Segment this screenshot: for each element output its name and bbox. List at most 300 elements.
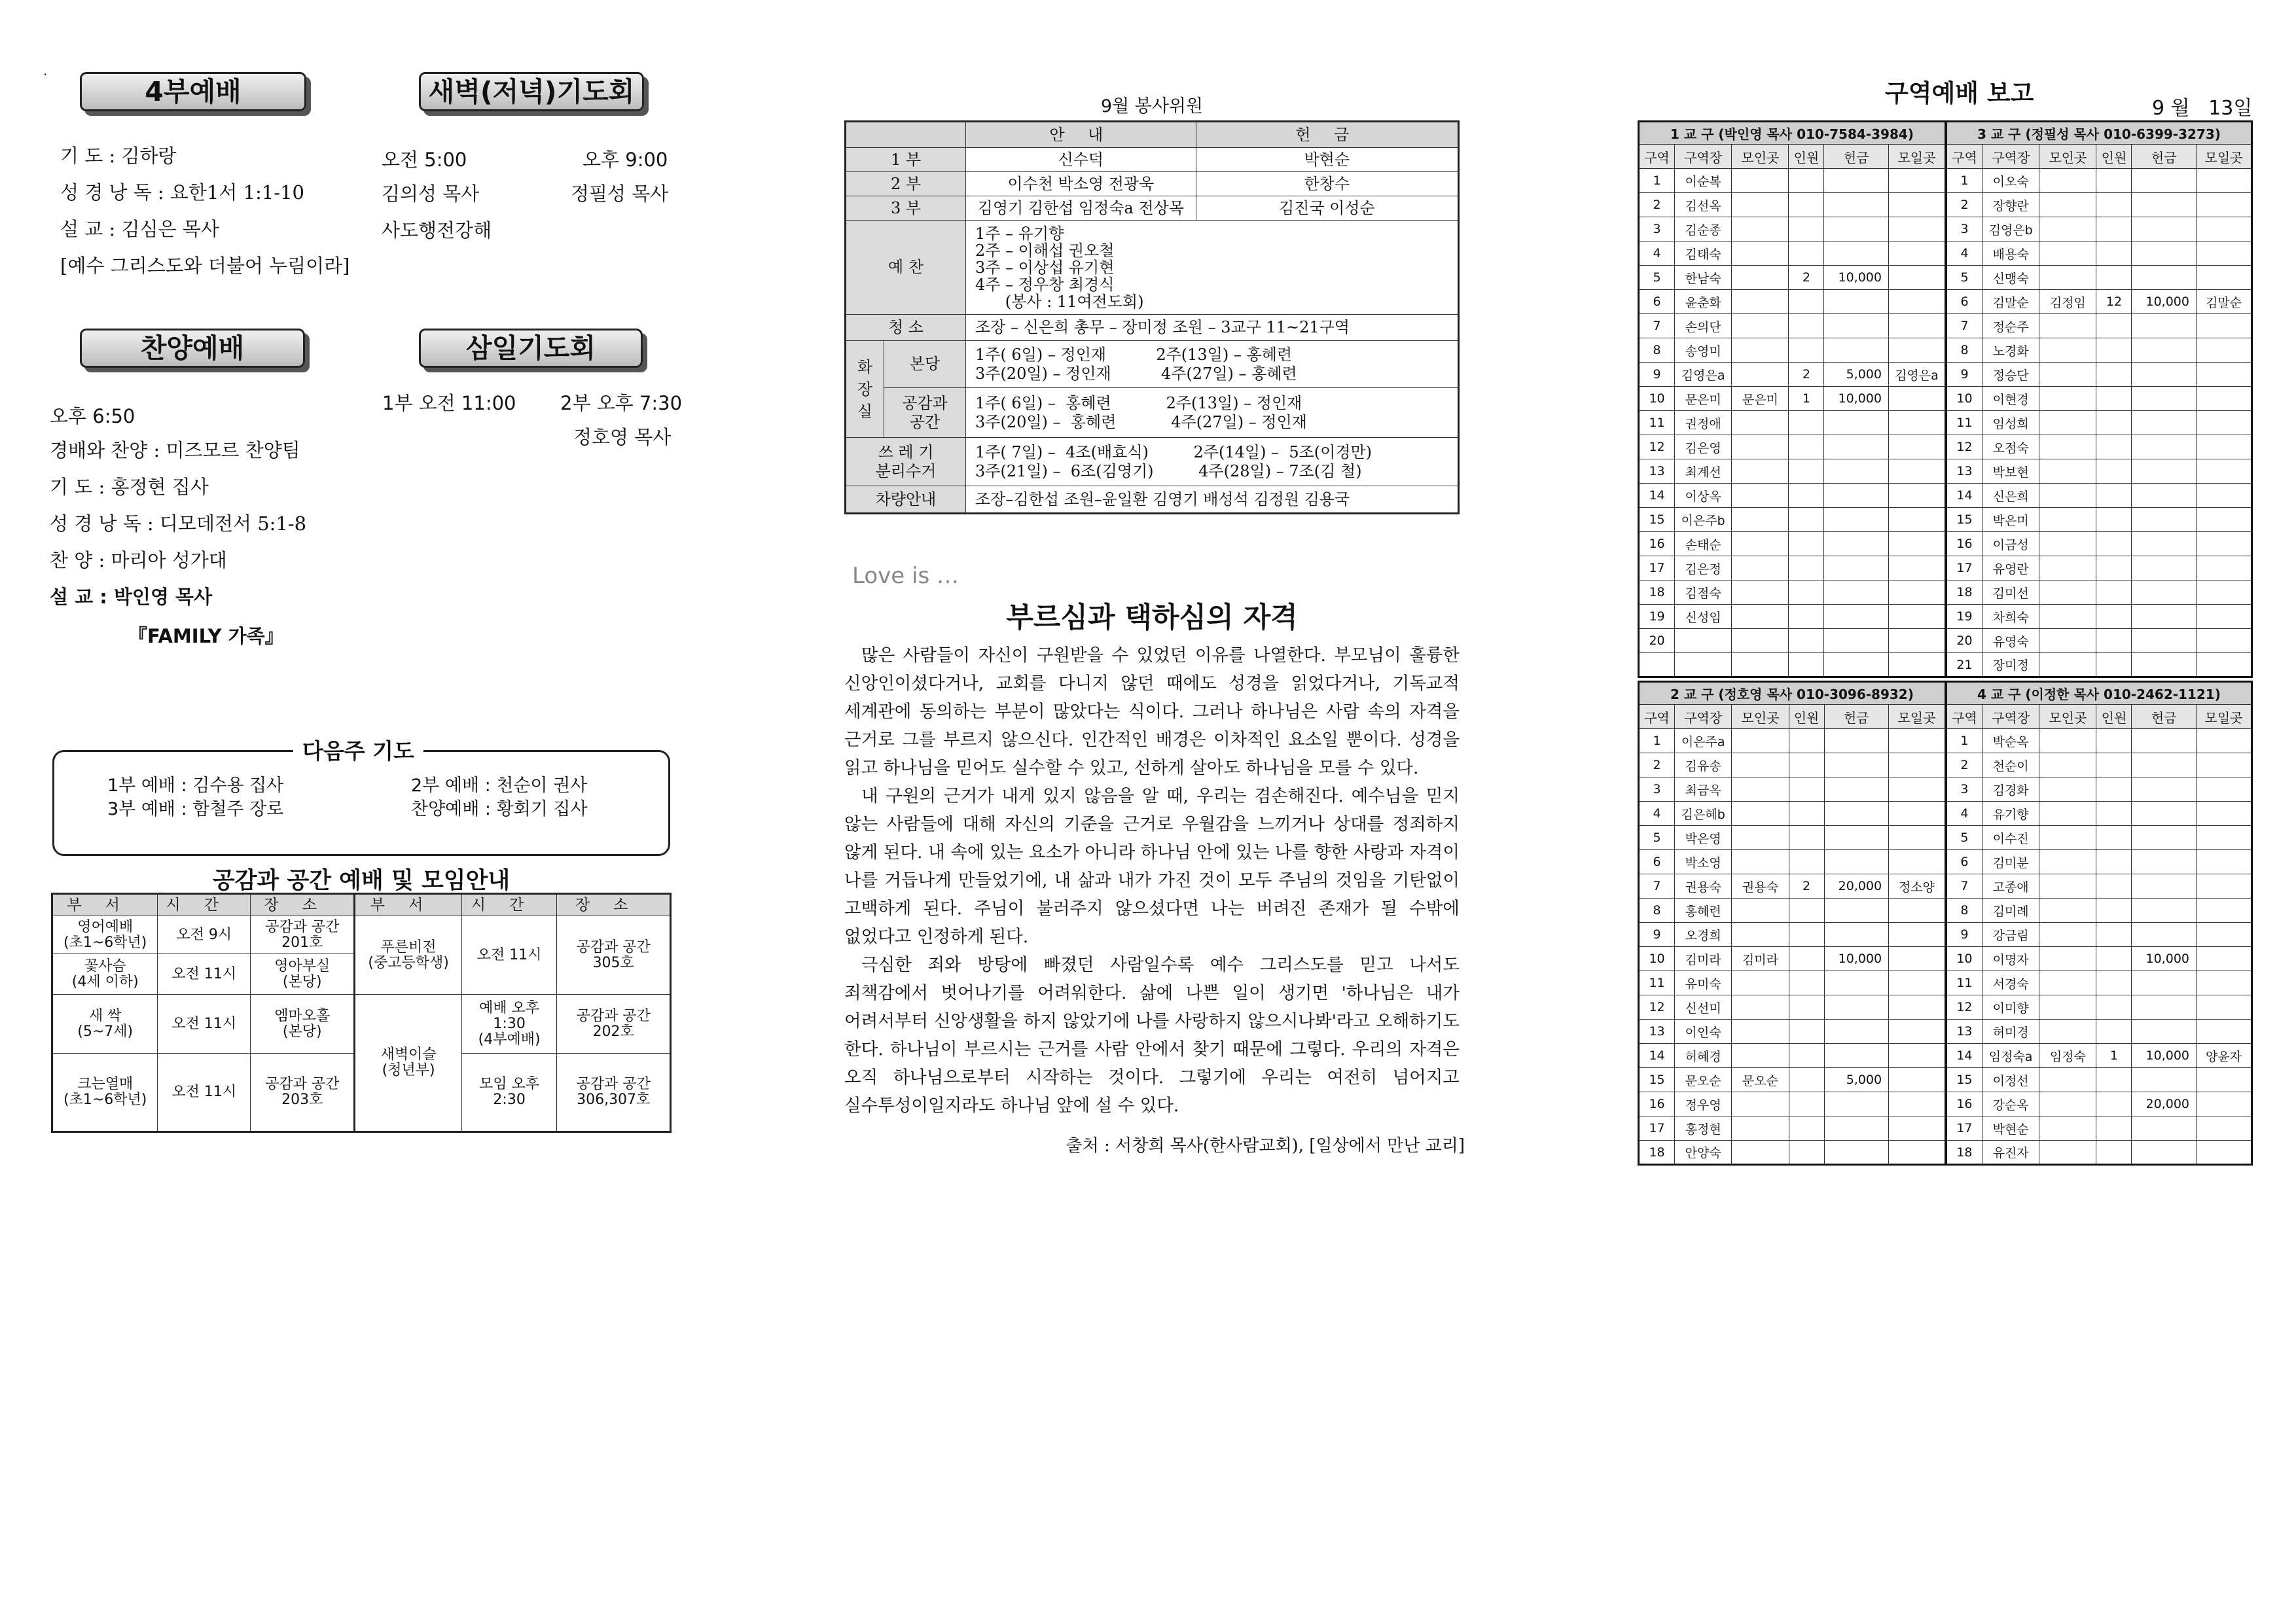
table-cell bbox=[1888, 484, 1945, 508]
table-cell bbox=[2196, 338, 2251, 363]
vol-label: 공감과 공간 bbox=[884, 388, 965, 438]
table-cell: 정순주 bbox=[1982, 314, 2039, 338]
table-cell bbox=[2132, 508, 2197, 532]
table-row bbox=[1639, 850, 2252, 874]
table-cell bbox=[2197, 777, 2252, 802]
table-cell bbox=[1889, 753, 1946, 777]
table-cell bbox=[2196, 217, 2251, 241]
table-cell bbox=[2197, 899, 2252, 923]
group-h-place: 장소 bbox=[250, 894, 354, 916]
group-table bbox=[51, 893, 672, 1133]
page-mark: . bbox=[43, 63, 48, 79]
table-cell bbox=[1732, 1044, 1789, 1068]
table-cell bbox=[1732, 338, 1789, 363]
table-cell bbox=[2096, 1068, 2132, 1092]
table-row bbox=[1639, 435, 2252, 459]
table-cell bbox=[1789, 826, 1824, 850]
vol-h-offering: 헌 금 bbox=[1196, 122, 1458, 148]
table-cell bbox=[2039, 338, 2096, 363]
table-cell bbox=[1889, 923, 1946, 947]
table-cell: 문은미 bbox=[1675, 387, 1732, 411]
table-cell bbox=[1789, 729, 1824, 753]
table-cell bbox=[1824, 411, 1889, 435]
table-cell bbox=[1789, 605, 1824, 629]
table-row bbox=[1639, 1092, 2252, 1116]
table-cell: 김점숙 bbox=[1675, 580, 1732, 605]
table-cell: 6 bbox=[1946, 290, 1982, 314]
table-cell bbox=[2096, 850, 2132, 874]
table-cell: 21 bbox=[1946, 653, 1982, 677]
table-cell: 김미라 bbox=[1732, 947, 1789, 971]
table-cell bbox=[2096, 629, 2132, 653]
group-cell: 오전 9시 bbox=[158, 916, 251, 954]
group-cell: 오전 11시 bbox=[158, 954, 251, 995]
col-header: 모인곳 bbox=[2039, 145, 2096, 169]
table-cell bbox=[1732, 459, 1789, 484]
table-cell bbox=[1889, 802, 1946, 826]
table-cell bbox=[2196, 556, 2251, 580]
table-cell bbox=[1824, 459, 1889, 484]
table-cell: 오경희 bbox=[1675, 923, 1732, 947]
table-cell bbox=[1789, 484, 1824, 508]
table-cell bbox=[2132, 217, 2197, 241]
article-title: 부르심과 택하심의 자격 bbox=[1006, 601, 1298, 634]
table-cell: 18 bbox=[1946, 1141, 1982, 1165]
table-cell bbox=[1732, 802, 1789, 826]
table-cell: 이은주a bbox=[1675, 729, 1732, 753]
volunteer-title: 9월 봉사위원 bbox=[1100, 96, 1204, 116]
table-cell: 박은미 bbox=[1982, 508, 2039, 532]
group-cell: 영아부실 (본당) bbox=[250, 954, 354, 995]
table-cell: 1 bbox=[1789, 387, 1824, 411]
table-cell bbox=[2039, 508, 2096, 532]
table-cell bbox=[1732, 217, 1789, 241]
table-row bbox=[1639, 1020, 2252, 1044]
table-cell bbox=[2039, 193, 2096, 217]
table-cell bbox=[2197, 995, 2252, 1020]
table-cell bbox=[1732, 532, 1789, 556]
table-cell bbox=[1824, 995, 1889, 1020]
table-cell: 신성임 bbox=[1675, 605, 1732, 629]
dawn-topic: 사도행전강해 bbox=[382, 219, 492, 241]
table-cell: 6 bbox=[1639, 290, 1675, 314]
district-2-title: 2 교 구 (정호영 목사 010-3096-8932) bbox=[1639, 682, 1946, 705]
table-row bbox=[1639, 777, 2252, 802]
table-cell bbox=[2132, 1020, 2197, 1044]
report-title: 구역예배 보고 bbox=[1885, 79, 2034, 107]
table-cell bbox=[2196, 459, 2251, 484]
table-cell: 신맹숙 bbox=[1982, 266, 2039, 290]
table-cell: 16 bbox=[1946, 532, 1982, 556]
table-cell bbox=[1789, 753, 1824, 777]
table-cell bbox=[2132, 459, 2197, 484]
col-header: 구역장 bbox=[1982, 705, 2039, 729]
section-title-praise: 찬양예배 bbox=[80, 329, 305, 368]
col-header: 모일곳 bbox=[2197, 705, 2252, 729]
table-cell: 천순이 bbox=[1982, 753, 2039, 777]
table-cell: 권용숙 bbox=[1732, 874, 1789, 899]
table-cell bbox=[1789, 556, 1824, 580]
vol-cell: 조장 – 신은희 총무 – 장미정 조원 – 3교구 11~21구역 bbox=[965, 315, 1458, 341]
table-cell bbox=[1889, 1044, 1946, 1068]
section-title-dawn: 새벽(저녁)기도회 bbox=[419, 72, 644, 111]
table-cell: 허혜경 bbox=[1675, 1044, 1732, 1068]
table-cell: 13 bbox=[1946, 459, 1982, 484]
table-cell bbox=[1889, 1020, 1946, 1044]
group-h-time2: 시간 bbox=[461, 894, 557, 916]
table-cell bbox=[1888, 169, 1945, 193]
table-cell: 허미경 bbox=[1982, 1020, 2039, 1044]
vol-cell: 김진국 이성순 bbox=[1196, 196, 1458, 221]
table-cell: 신선미 bbox=[1675, 995, 1732, 1020]
col-header: 구역장 bbox=[1675, 145, 1732, 169]
praise-time: 오후 6:50 bbox=[50, 405, 135, 427]
table-cell bbox=[2096, 459, 2132, 484]
table-cell bbox=[1789, 241, 1824, 266]
table-cell: 최계선 bbox=[1675, 459, 1732, 484]
table-cell bbox=[1675, 653, 1732, 677]
table-cell bbox=[2039, 1141, 2096, 1165]
table-cell bbox=[1889, 899, 1946, 923]
group-cell: 푸른비전 (중고등학생) bbox=[355, 916, 461, 995]
table-cell: 14 bbox=[1639, 1044, 1675, 1068]
table-cell: 2 bbox=[1789, 874, 1824, 899]
table-cell bbox=[1732, 753, 1789, 777]
table-cell bbox=[2196, 387, 2251, 411]
table-cell bbox=[2039, 826, 2096, 850]
table-cell bbox=[2132, 314, 2197, 338]
table-cell bbox=[1789, 1116, 1824, 1141]
table-cell bbox=[1732, 241, 1789, 266]
table-cell bbox=[1889, 1116, 1946, 1141]
table-cell bbox=[2039, 363, 2096, 387]
table-cell bbox=[2132, 826, 2197, 850]
table-cell bbox=[2039, 899, 2096, 923]
table-row bbox=[1639, 753, 2252, 777]
table-cell bbox=[1888, 459, 1945, 484]
dawn-leader-2: 정필성 목사 bbox=[571, 183, 669, 205]
table-cell bbox=[1888, 387, 1945, 411]
next-prayer-title: 다음주 기도 bbox=[293, 734, 423, 765]
table-cell bbox=[1824, 826, 1889, 850]
table-cell bbox=[1889, 947, 1946, 971]
table-cell bbox=[2096, 802, 2132, 826]
volunteer-table bbox=[844, 120, 1460, 514]
table-cell bbox=[1824, 556, 1889, 580]
table-cell: 이오숙 bbox=[1982, 169, 2039, 193]
table-row bbox=[1639, 802, 2252, 826]
table-row bbox=[1639, 947, 2252, 971]
district-table-bottom bbox=[1638, 681, 2253, 1166]
col-header: 인원 bbox=[1789, 145, 1824, 169]
table-cell: 20 bbox=[1639, 629, 1675, 653]
table-cell: 이수진 bbox=[1982, 826, 2039, 850]
table-cell: 7 bbox=[1639, 314, 1675, 338]
table-cell: 박은영 bbox=[1675, 826, 1732, 850]
table-cell bbox=[2096, 556, 2132, 580]
table-cell: 20,000 bbox=[1824, 874, 1889, 899]
table-cell bbox=[2096, 826, 2132, 850]
table-cell: 10 bbox=[1946, 947, 1982, 971]
table-row bbox=[1639, 193, 2252, 217]
group-cell: 오전 11시 bbox=[158, 995, 251, 1054]
table-cell: 김영은b bbox=[1982, 217, 2039, 241]
dawn-leader-1: 김의성 목사 bbox=[382, 183, 480, 205]
table-cell: 이미향 bbox=[1982, 995, 2039, 1020]
table-cell bbox=[1889, 1068, 1946, 1092]
vol-row-flower-main bbox=[846, 341, 1459, 388]
table-cell: 17 bbox=[1946, 1116, 1982, 1141]
table-row bbox=[1639, 290, 2252, 314]
table-cell bbox=[1732, 653, 1789, 677]
table-cell: 한남숙 bbox=[1675, 266, 1732, 290]
table-cell bbox=[1824, 435, 1889, 459]
table-cell bbox=[2197, 923, 2252, 947]
table-cell bbox=[2132, 266, 2197, 290]
table-cell bbox=[1889, 826, 1946, 850]
table-cell bbox=[1889, 729, 1946, 753]
table-cell bbox=[2132, 169, 2197, 193]
table-cell: 2 bbox=[1789, 266, 1824, 290]
table-cell bbox=[1888, 338, 1945, 363]
s4-line-reading: 성 경 낭 독 : 요한1서 1:1-10 bbox=[60, 181, 305, 204]
group-cell: 공감과 공간 305호 bbox=[557, 916, 671, 995]
table-cell: 15 bbox=[1639, 1068, 1675, 1092]
table-cell bbox=[2132, 729, 2197, 753]
col-header: 헌금 bbox=[2132, 705, 2197, 729]
table-cell: 손태순 bbox=[1675, 532, 1732, 556]
col-header: 헌금 bbox=[2132, 145, 2197, 169]
table-cell bbox=[2039, 1092, 2096, 1116]
table-cell bbox=[1888, 193, 1945, 217]
table-cell bbox=[1732, 923, 1789, 947]
table-cell bbox=[2039, 266, 2096, 290]
article-paragraph: 내 구원의 근거가 내게 있지 않음을 알 때, 우리는 겸손해진다. 예수님을 믿지 않는 사람들에 대해 자신의 기준을 근거로 우월감을 느끼거나 상대를 정죄하지 않게 된다. 내 속에 있는 요소가 아니라 하나님 안에 있는 나를 향한 사랑과 자격이 나를 거듭나게 만들었기에, 내 삶과 내가 가진 것이 모두 주님의 것임을 기탄없이 고백하게 된다. 주님이 불러주지 않으셨다면 나는 버려진 존재가 될 수밖에 없었다고 인정하게 된다. bbox=[844, 786, 1460, 947]
table-cell: 김미례 bbox=[1982, 899, 2039, 923]
table-row bbox=[1639, 241, 2252, 266]
s4-line-subtitle: [예수 그리스도와 더불어 누림이라] bbox=[60, 255, 350, 277]
table-cell: 김경화 bbox=[1982, 777, 2039, 802]
table-cell bbox=[1889, 850, 1946, 874]
table-cell: 박순옥 bbox=[1982, 729, 2039, 753]
table-row bbox=[1639, 169, 2252, 193]
table-cell bbox=[2132, 241, 2197, 266]
table-cell: 강순옥 bbox=[1982, 1092, 2039, 1116]
table-cell bbox=[2197, 1020, 2252, 1044]
table-cell: 9 bbox=[1639, 923, 1675, 947]
table-cell bbox=[1888, 580, 1945, 605]
table-cell bbox=[1789, 435, 1824, 459]
vol-h-guide: 안 내 bbox=[965, 122, 1196, 148]
group-cell: 공감과 공간 201호 bbox=[250, 916, 354, 954]
table-cell bbox=[1824, 1141, 1889, 1165]
table-cell: 13 bbox=[1639, 1020, 1675, 1044]
table-row bbox=[1639, 653, 2252, 677]
table-cell bbox=[2132, 556, 2197, 580]
section-title-wed: 삼일기도회 bbox=[419, 329, 643, 368]
table-cell: 18 bbox=[1946, 580, 1982, 605]
table-cell bbox=[2132, 753, 2197, 777]
table-cell bbox=[1824, 217, 1889, 241]
table-cell: 17 bbox=[1946, 556, 1982, 580]
table-cell bbox=[1789, 290, 1824, 314]
column-header-row bbox=[1639, 705, 2252, 729]
table-cell: 최금옥 bbox=[1675, 777, 1732, 802]
vol-corner bbox=[846, 122, 966, 148]
table-cell bbox=[2096, 729, 2132, 753]
table-row bbox=[1639, 387, 2252, 411]
table-cell bbox=[1675, 629, 1732, 653]
table-cell bbox=[1824, 923, 1889, 947]
table-cell bbox=[2096, 266, 2132, 290]
table-cell bbox=[2096, 169, 2132, 193]
table-cell bbox=[2197, 802, 2252, 826]
article-source: 출처 : 서창희 목사(한사람교회), [일상에서 만난 교리] bbox=[1066, 1136, 1465, 1156]
table-cell bbox=[1824, 314, 1889, 338]
col-header: 모일곳 bbox=[2196, 145, 2251, 169]
table-cell bbox=[2132, 1141, 2197, 1165]
table-cell bbox=[1732, 850, 1789, 874]
table-cell: 강금림 bbox=[1982, 923, 2039, 947]
table-cell bbox=[1824, 899, 1889, 923]
table-cell: 9 bbox=[1946, 363, 1982, 387]
table-cell bbox=[2196, 484, 2251, 508]
vol-label: 2 부 bbox=[846, 172, 966, 196]
table-cell: 11 bbox=[1639, 971, 1675, 995]
table-cell bbox=[1824, 802, 1889, 826]
table-cell bbox=[1888, 435, 1945, 459]
table-cell bbox=[2132, 605, 2197, 629]
table-cell bbox=[2132, 338, 2197, 363]
table-cell: 문오순 bbox=[1732, 1068, 1789, 1092]
table-cell: 김영은a bbox=[1888, 363, 1945, 387]
table-cell: 2 bbox=[1639, 193, 1675, 217]
table-cell bbox=[1789, 411, 1824, 435]
group-title-row bbox=[1639, 122, 2252, 145]
table-cell bbox=[1732, 629, 1789, 653]
table-cell bbox=[2096, 995, 2132, 1020]
table-cell bbox=[1824, 169, 1889, 193]
table-cell bbox=[1789, 1068, 1824, 1092]
group-cell: 공감과 공간 306,307호 bbox=[557, 1054, 671, 1132]
group-h-dept: 부서 bbox=[52, 894, 158, 916]
table-cell bbox=[1889, 777, 1946, 802]
table-cell bbox=[1824, 290, 1889, 314]
table-cell bbox=[1789, 802, 1824, 826]
table-row bbox=[1639, 971, 2252, 995]
table-cell bbox=[2132, 532, 2197, 556]
table-cell bbox=[2196, 314, 2251, 338]
table-cell: 이명자 bbox=[1982, 947, 2039, 971]
vol-cell: 1주( 6일) – 홍혜련 2주(13일) – 정인재 3주(20일) – 홍혜련 4주(27일) – 정인재 bbox=[965, 388, 1458, 438]
table-cell bbox=[2096, 217, 2132, 241]
table-cell bbox=[2132, 484, 2197, 508]
table-cell: 유진자 bbox=[1982, 1141, 2039, 1165]
table-cell bbox=[1732, 729, 1789, 753]
table-cell bbox=[2096, 411, 2132, 435]
table-cell bbox=[2132, 802, 2197, 826]
table-cell: 5 bbox=[1639, 266, 1675, 290]
table-cell: 배용숙 bbox=[1982, 241, 2039, 266]
table-cell bbox=[2039, 605, 2096, 629]
table-cell bbox=[1824, 729, 1889, 753]
table-cell: 20 bbox=[1946, 629, 1982, 653]
column-header-row bbox=[1639, 145, 2252, 169]
table-cell: 이은주b bbox=[1675, 508, 1732, 532]
table-cell bbox=[1789, 193, 1824, 217]
table-cell bbox=[1824, 629, 1889, 653]
dawn-time-2: 오후 9:00 bbox=[583, 149, 668, 171]
wed-part1: 1부 오전 11:00 bbox=[382, 392, 516, 414]
table-cell bbox=[1732, 1092, 1789, 1116]
table-cell: 양윤자 bbox=[2197, 1044, 2252, 1068]
table-cell: 이현경 bbox=[1982, 387, 2039, 411]
col-header: 구역 bbox=[1639, 705, 1675, 729]
table-cell: 박소영 bbox=[1675, 850, 1732, 874]
next-prayer-3: 3부 예배 : 함철주 장로 bbox=[107, 799, 284, 819]
table-cell bbox=[1824, 850, 1889, 874]
table-cell bbox=[1789, 459, 1824, 484]
col-header: 모일곳 bbox=[1889, 705, 1946, 729]
table-cell bbox=[2132, 971, 2197, 995]
vol-cell: 신수덕 bbox=[965, 148, 1196, 172]
vol-cell: 한창수 bbox=[1196, 172, 1458, 196]
table-cell bbox=[2096, 653, 2132, 677]
col-header: 인원 bbox=[1789, 705, 1824, 729]
table-cell bbox=[2132, 435, 2197, 459]
col-header: 인원 bbox=[2096, 705, 2132, 729]
table-cell: 신은희 bbox=[1982, 484, 2039, 508]
table-cell: 19 bbox=[1639, 605, 1675, 629]
table-cell bbox=[2039, 217, 2096, 241]
next-prayer-2: 2부 예배 : 천순이 권사 bbox=[411, 776, 588, 796]
table-cell bbox=[1732, 777, 1789, 802]
table-cell bbox=[2096, 580, 2132, 605]
table-cell bbox=[1732, 435, 1789, 459]
vol-row-choir bbox=[846, 221, 1459, 315]
table-cell bbox=[2039, 484, 2096, 508]
table-cell bbox=[1824, 605, 1889, 629]
table-cell: 송영미 bbox=[1675, 338, 1732, 363]
table-cell bbox=[1824, 580, 1889, 605]
table-cell: 유영숙 bbox=[1982, 629, 2039, 653]
group-cell: 새 싹 (5~7세) bbox=[52, 995, 158, 1054]
table-cell: 14 bbox=[1639, 484, 1675, 508]
table-cell bbox=[2132, 363, 2197, 387]
table-cell bbox=[1888, 217, 1945, 241]
table-cell bbox=[2096, 753, 2132, 777]
vol-cell: 조장–김한섭 조원–윤일환 김영기 배성석 김정원 김용국 bbox=[965, 486, 1458, 514]
table-cell bbox=[2196, 363, 2251, 387]
table-cell: 김미라 bbox=[1675, 947, 1732, 971]
table-row bbox=[1639, 338, 2252, 363]
table-cell bbox=[2132, 193, 2197, 217]
table-cell bbox=[1824, 971, 1889, 995]
table-cell: 10 bbox=[1639, 947, 1675, 971]
table-cell: 김은혜b bbox=[1675, 802, 1732, 826]
vol-cell: 1주( 6일) – 정인재 2주(13일) – 홍혜련 3주(20일) – 정인재 4주(27일) – 홍혜련 bbox=[965, 341, 1458, 388]
table-cell bbox=[2096, 532, 2132, 556]
table-row bbox=[1639, 729, 2252, 753]
table-cell bbox=[2132, 387, 2197, 411]
col-header: 모인곳 bbox=[2039, 705, 2096, 729]
table-row bbox=[1639, 314, 2252, 338]
table-cell bbox=[1789, 580, 1824, 605]
table-cell bbox=[1789, 532, 1824, 556]
table-cell bbox=[2132, 777, 2197, 802]
group-cell: 새벽이슬 (청년부) bbox=[355, 995, 461, 1132]
table-cell: 13 bbox=[1639, 459, 1675, 484]
